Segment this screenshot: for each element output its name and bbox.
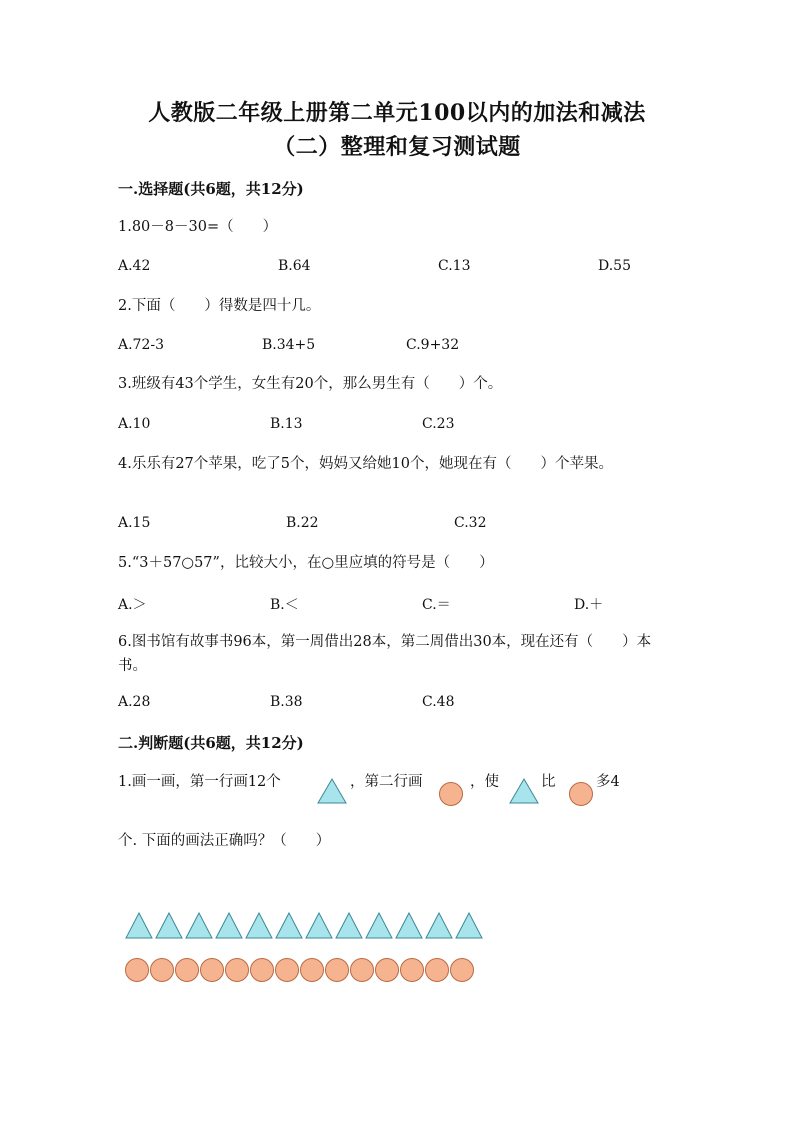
question-5-option-b: B.＜ — [270, 597, 299, 613]
title-line-2: （二）整理和复习测试题 — [273, 134, 521, 160]
question-4-option-b: B.22 — [286, 515, 319, 531]
triangle-icon — [126, 913, 152, 938]
question-1-option-c: C.13 — [438, 258, 471, 274]
triangle-icon — [426, 913, 452, 938]
triangle-icon — [216, 913, 242, 938]
section-heading-judgment: 二.判断题(共6题，共12分) — [118, 734, 304, 752]
triangle-icon — [186, 913, 212, 938]
circle-icon — [226, 959, 249, 982]
question-2-option-b: B.34+5 — [262, 337, 316, 353]
judgment-1-text-2: ，第二行画 — [350, 774, 423, 790]
circle-icon — [126, 959, 149, 982]
circle-icon — [376, 959, 399, 982]
question-4-option-c: C.32 — [454, 515, 487, 531]
question-2-option-c: C.9+32 — [406, 337, 460, 353]
circle-row — [124, 957, 528, 985]
judgment-1-text-1: 1.画一画，第一行画12个 — [118, 774, 281, 790]
triangle-icon — [456, 913, 482, 938]
question-1-option-a: A.42 — [118, 258, 151, 274]
question-5-option-c: C.＝ — [422, 597, 451, 613]
circle-icon — [426, 959, 449, 982]
question-2-option-a: A.72-3 — [118, 337, 165, 353]
triangle-icon — [306, 913, 332, 938]
triangle-icon — [156, 913, 182, 938]
question-1-option-b: B.64 — [278, 258, 311, 274]
question-1-option-d: D.55 — [598, 258, 631, 274]
question-3: 3.班级有43个学生，女生有20个，那么男生有（ ）个。 — [118, 376, 503, 392]
circle-icon — [438, 781, 464, 807]
circle-icon — [151, 959, 174, 982]
triangle-row — [124, 911, 484, 941]
section-heading-choice: 一.选择题(共6题，共12分) — [118, 180, 304, 198]
question-3-option-b: B.13 — [270, 416, 303, 432]
triangle-icon — [276, 913, 302, 938]
question-3-option-a: A.10 — [118, 416, 151, 432]
circle-icon — [251, 959, 274, 982]
triangle-icon — [316, 777, 348, 805]
judgment-1-text-6: 个. 下面的画法正确吗？（ ） — [118, 833, 331, 849]
triangle-icon — [366, 913, 392, 938]
judgment-1-text-4: 比 — [541, 774, 556, 790]
judgment-1-text-5: 多4 — [596, 774, 620, 790]
circle-icon — [401, 959, 424, 982]
circle-icon — [276, 959, 299, 982]
circle-icon — [568, 781, 594, 807]
circle-icon — [201, 959, 224, 982]
question-5-option-d: D.＋ — [574, 597, 604, 613]
circle-icon — [351, 959, 374, 982]
triangle-icon — [246, 913, 272, 938]
question-4: 4.乐乐有27个苹果，吃了5个，妈妈又给她10个，她现在有（ ）个苹果。 — [118, 456, 613, 472]
question-6-option-a: A.28 — [118, 694, 151, 710]
triangle-icon — [396, 913, 422, 938]
question-2: 2.下面（ ）得数是四十几。 — [118, 298, 321, 314]
circle-icon — [326, 959, 349, 982]
question-3-option-c: C.23 — [422, 416, 455, 432]
judgment-1-text-3: ，使 — [470, 774, 499, 790]
question-5: 5.“3＋57○57”，比较大小，在○里应填的符号是（ ） — [118, 555, 494, 571]
question-1: 1.80－8－30=（ ） — [118, 219, 278, 235]
title-line-1: 人教版二年级上册第二单元100以内的加法和减法 — [148, 100, 646, 126]
question-4-option-a: A.15 — [118, 515, 151, 531]
question-6: 6.图书馆有故事书96本，第一周借出28本，第二周借出30本，现在还有（ ）本书。 — [118, 634, 652, 674]
triangle-icon — [336, 913, 362, 938]
question-5-option-a: A.＞ — [118, 597, 147, 613]
question-6-option-c: C.48 — [422, 694, 455, 710]
circle-icon — [176, 959, 199, 982]
triangle-icon — [508, 777, 540, 805]
circle-icon — [301, 959, 324, 982]
question-6-option-b: B.38 — [270, 694, 303, 710]
circle-icon — [451, 959, 474, 982]
